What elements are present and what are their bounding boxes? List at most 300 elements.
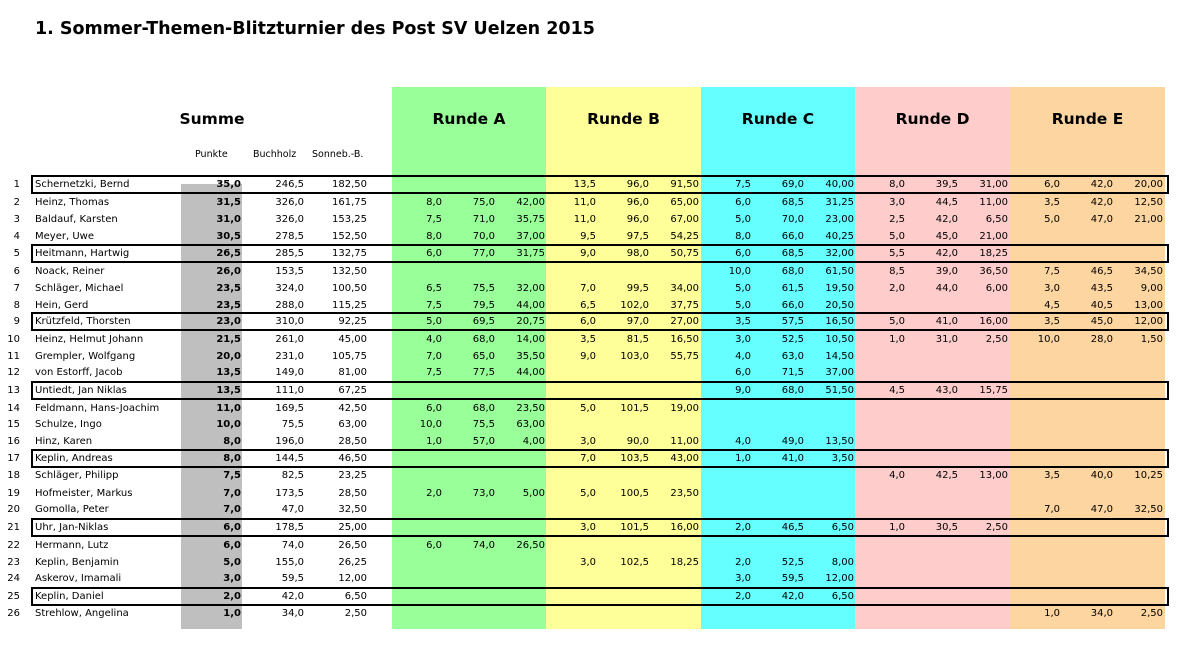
player-name: Schernetzki, Bernd bbox=[35, 179, 130, 190]
round-d-value: 5,5 bbox=[889, 248, 905, 259]
player-name: Noack, Reiner bbox=[35, 266, 105, 277]
round-c-value: 2,0 bbox=[735, 591, 751, 602]
round-e-value: 12,50 bbox=[1134, 197, 1163, 208]
round-c-value: 16,50 bbox=[825, 316, 854, 327]
round-d-value: 44,5 bbox=[935, 197, 958, 208]
rank-cell: 26 bbox=[7, 608, 20, 619]
buchholz-cell: 74,0 bbox=[281, 540, 304, 551]
buchholz-cell: 310,0 bbox=[275, 316, 304, 327]
rank-cell: 12 bbox=[7, 367, 20, 378]
round-a-value: 79,5 bbox=[472, 300, 495, 311]
punkte-header: Punkte bbox=[195, 149, 228, 160]
round-d-value: 2,50 bbox=[985, 334, 1008, 345]
round-d-value: 42,5 bbox=[935, 470, 958, 481]
round-a-value: 37,00 bbox=[516, 231, 545, 242]
round-e-value: 45,0 bbox=[1090, 316, 1113, 327]
round-c-value: 31,25 bbox=[825, 197, 854, 208]
player-name: Untiedt, Jan Niklas bbox=[35, 385, 127, 396]
buchholz-header: Buchholz bbox=[253, 149, 297, 160]
round-b-value: 54,25 bbox=[670, 231, 699, 242]
round-a-value: 57,0 bbox=[472, 436, 495, 447]
punkte-cell: 13,5 bbox=[216, 367, 241, 378]
round-c-value: 51,50 bbox=[825, 385, 854, 396]
round-d-value: 31,00 bbox=[979, 179, 1008, 190]
rank-cell: 19 bbox=[7, 488, 20, 499]
round-e-value: 20,00 bbox=[1134, 179, 1163, 190]
buchholz-cell: 155,0 bbox=[275, 557, 304, 568]
round-d-value: 42,0 bbox=[935, 248, 958, 259]
round-d-value: 2,5 bbox=[889, 214, 905, 225]
round-header-b: Runde B bbox=[587, 110, 660, 128]
punkte-cell: 3,0 bbox=[223, 573, 241, 584]
buchholz-cell: 326,0 bbox=[275, 197, 304, 208]
round-c-value: 68,0 bbox=[781, 385, 804, 396]
player-name: Meyer, Uwe bbox=[35, 231, 94, 242]
round-band-e bbox=[1010, 87, 1165, 629]
round-e-value: 40,0 bbox=[1090, 470, 1113, 481]
buchholz-cell: 153,5 bbox=[275, 266, 304, 277]
round-d-value: 2,0 bbox=[889, 283, 905, 294]
sonneb-cell: 12,00 bbox=[338, 573, 367, 584]
rank-cell: 21 bbox=[7, 522, 20, 533]
round-c-value: 3,0 bbox=[735, 573, 751, 584]
round-c-value: 52,5 bbox=[781, 334, 804, 345]
punkte-cell: 1,0 bbox=[223, 608, 241, 619]
round-a-value: 75,5 bbox=[472, 283, 495, 294]
player-name: Hofmeister, Markus bbox=[35, 488, 133, 499]
player-name: Heinz, Helmut Johann bbox=[35, 334, 144, 345]
buchholz-cell: 82,5 bbox=[281, 470, 304, 481]
punkte-cell: 23,0 bbox=[216, 316, 241, 327]
buchholz-cell: 261,0 bbox=[275, 334, 304, 345]
round-d-value: 8,5 bbox=[889, 266, 905, 277]
round-b-value: 16,00 bbox=[670, 522, 699, 533]
punkte-cell: 6,0 bbox=[223, 540, 241, 551]
punkte-cell: 21,5 bbox=[216, 334, 241, 345]
rank-cell: 17 bbox=[7, 453, 20, 464]
round-a-value: 6,5 bbox=[426, 283, 442, 294]
round-d-value: 6,50 bbox=[985, 214, 1008, 225]
sonneb-cell: 152,50 bbox=[332, 231, 367, 242]
round-b-value: 3,0 bbox=[580, 522, 596, 533]
punkte-cell: 7,5 bbox=[223, 470, 241, 481]
sonneb-header: Sonneb.-B. bbox=[312, 149, 364, 160]
round-a-value: 5,00 bbox=[522, 488, 545, 499]
round-c-value: 71,5 bbox=[781, 367, 804, 378]
round-e-value: 46,5 bbox=[1090, 266, 1113, 277]
round-a-value: 4,0 bbox=[426, 334, 442, 345]
round-c-value: 61,50 bbox=[825, 266, 854, 277]
rank-cell: 3 bbox=[13, 214, 20, 225]
round-b-value: 91,50 bbox=[670, 179, 699, 190]
buchholz-cell: 288,0 bbox=[275, 300, 304, 311]
round-c-value: 46,5 bbox=[781, 522, 804, 533]
round-b-value: 101,5 bbox=[620, 522, 649, 533]
round-b-value: 43,00 bbox=[670, 453, 699, 464]
round-e-value: 47,0 bbox=[1090, 214, 1113, 225]
round-a-value: 2,0 bbox=[426, 488, 442, 499]
round-c-value: 5,0 bbox=[735, 300, 751, 311]
round-b-value: 11,00 bbox=[670, 436, 699, 447]
round-b-value: 13,5 bbox=[573, 179, 596, 190]
round-band-d bbox=[855, 87, 1010, 629]
round-a-value: 32,00 bbox=[516, 283, 545, 294]
rank-cell: 18 bbox=[7, 470, 20, 481]
punkte-cell: 13,5 bbox=[216, 385, 241, 396]
round-b-value: 9,5 bbox=[580, 231, 596, 242]
punkte-cell: 23,5 bbox=[216, 283, 241, 294]
sonneb-cell: 2,50 bbox=[344, 608, 367, 619]
round-d-value: 2,50 bbox=[985, 522, 1008, 533]
round-b-value: 55,75 bbox=[670, 351, 699, 362]
sonneb-cell: 26,50 bbox=[338, 540, 367, 551]
round-c-value: 59,5 bbox=[781, 573, 804, 584]
round-b-value: 6,5 bbox=[580, 300, 596, 311]
round-c-value: 7,5 bbox=[735, 179, 751, 190]
buchholz-cell: 59,5 bbox=[281, 573, 304, 584]
player-name: Gomolla, Peter bbox=[35, 504, 109, 515]
round-e-value: 4,5 bbox=[1044, 300, 1060, 311]
sonneb-cell: 6,50 bbox=[344, 591, 367, 602]
round-a-value: 65,0 bbox=[472, 351, 495, 362]
round-e-value: 5,0 bbox=[1044, 214, 1060, 225]
round-header-d: Runde D bbox=[895, 110, 970, 128]
punkte-cell: 23,5 bbox=[216, 300, 241, 311]
round-c-value: 37,00 bbox=[825, 367, 854, 378]
punkte-cell: 31,0 bbox=[216, 214, 241, 225]
round-c-value: 40,00 bbox=[825, 179, 854, 190]
round-c-value: 49,0 bbox=[781, 436, 804, 447]
round-e-value: 6,0 bbox=[1044, 179, 1060, 190]
player-name: Heitmann, Hartwig bbox=[35, 248, 130, 259]
rank-cell: 23 bbox=[7, 557, 20, 568]
player-name: Keplin, Andreas bbox=[35, 453, 113, 464]
round-c-value: 10,0 bbox=[728, 266, 751, 277]
sonneb-cell: 32,50 bbox=[338, 504, 367, 515]
round-c-value: 66,0 bbox=[781, 231, 804, 242]
player-name: Hein, Gerd bbox=[35, 300, 89, 311]
summe-header: Summe bbox=[179, 110, 245, 128]
round-e-value: 7,0 bbox=[1044, 504, 1060, 515]
round-a-value: 35,50 bbox=[516, 351, 545, 362]
round-d-value: 1,0 bbox=[889, 522, 905, 533]
punkte-cell: 31,5 bbox=[216, 197, 241, 208]
rank-cell: 15 bbox=[7, 419, 20, 430]
rank-cell: 7 bbox=[13, 283, 20, 294]
round-a-value: 42,00 bbox=[516, 197, 545, 208]
round-c-value: 12,00 bbox=[825, 573, 854, 584]
round-e-value: 42,0 bbox=[1090, 179, 1113, 190]
punkte-cell: 7,0 bbox=[223, 488, 241, 499]
punkte-cell: 35,0 bbox=[216, 179, 241, 190]
sonneb-cell: 105,75 bbox=[332, 351, 367, 362]
buchholz-cell: 231,0 bbox=[275, 351, 304, 362]
round-e-value: 42,0 bbox=[1090, 197, 1113, 208]
round-c-value: 2,0 bbox=[735, 557, 751, 568]
buchholz-cell: 285,5 bbox=[275, 248, 304, 259]
round-a-value: 63,00 bbox=[516, 419, 545, 430]
round-c-value: 63,0 bbox=[781, 351, 804, 362]
round-e-value: 7,5 bbox=[1044, 266, 1060, 277]
punkte-cell: 7,0 bbox=[223, 504, 241, 515]
round-a-value: 71,0 bbox=[472, 214, 495, 225]
round-b-value: 100,5 bbox=[620, 488, 649, 499]
sonneb-cell: 28,50 bbox=[338, 488, 367, 499]
player-name: Hermann, Lutz bbox=[35, 540, 109, 551]
round-b-value: 7,0 bbox=[580, 283, 596, 294]
round-d-value: 5,0 bbox=[889, 316, 905, 327]
player-name: Hinz, Karen bbox=[35, 436, 93, 447]
round-b-value: 11,0 bbox=[573, 197, 596, 208]
round-c-value: 3,50 bbox=[831, 453, 854, 464]
round-d-value: 43,0 bbox=[935, 385, 958, 396]
round-e-value: 28,0 bbox=[1090, 334, 1113, 345]
sonneb-cell: 132,50 bbox=[332, 266, 367, 277]
round-b-value: 3,5 bbox=[580, 334, 596, 345]
buchholz-cell: 42,0 bbox=[281, 591, 304, 602]
round-a-value: 7,5 bbox=[426, 214, 442, 225]
player-name: Feldmann, Hans-Joachim bbox=[35, 403, 160, 414]
round-e-value: 3,5 bbox=[1044, 197, 1060, 208]
round-b-value: 3,0 bbox=[580, 436, 596, 447]
round-b-value: 5,0 bbox=[580, 403, 596, 414]
round-a-value: 6,0 bbox=[426, 403, 442, 414]
round-e-value: 10,25 bbox=[1134, 470, 1163, 481]
round-a-value: 4,00 bbox=[522, 436, 545, 447]
sonneb-cell: 132,75 bbox=[332, 248, 367, 259]
round-b-value: 65,00 bbox=[670, 197, 699, 208]
player-name: Keplin, Benjamin bbox=[35, 557, 119, 568]
round-d-value: 1,0 bbox=[889, 334, 905, 345]
round-b-value: 19,00 bbox=[670, 403, 699, 414]
buchholz-cell: 149,0 bbox=[275, 367, 304, 378]
round-b-value: 81,5 bbox=[626, 334, 649, 345]
round-e-value: 1,50 bbox=[1140, 334, 1163, 345]
buchholz-cell: 246,5 bbox=[275, 179, 304, 190]
round-c-value: 20,50 bbox=[825, 300, 854, 311]
round-d-value: 42,0 bbox=[935, 214, 958, 225]
rank-cell: 6 bbox=[13, 266, 20, 277]
round-b-value: 96,0 bbox=[626, 197, 649, 208]
round-e-value: 3,0 bbox=[1044, 283, 1060, 294]
punkte-cell: 2,0 bbox=[223, 591, 241, 602]
player-name: Schulze, Ingo bbox=[35, 419, 102, 430]
buchholz-cell: 169,5 bbox=[275, 403, 304, 414]
round-b-value: 5,0 bbox=[580, 488, 596, 499]
round-e-value: 12,00 bbox=[1134, 316, 1163, 327]
rank-cell: 1 bbox=[13, 179, 20, 190]
player-name: Grempler, Wolfgang bbox=[35, 351, 136, 362]
round-c-value: 4,0 bbox=[735, 436, 751, 447]
round-a-value: 68,0 bbox=[472, 403, 495, 414]
round-d-value: 15,75 bbox=[979, 385, 1008, 396]
round-a-value: 75,5 bbox=[472, 419, 495, 430]
round-c-value: 14,50 bbox=[825, 351, 854, 362]
round-c-value: 6,50 bbox=[831, 591, 854, 602]
round-e-value: 10,0 bbox=[1037, 334, 1060, 345]
round-c-value: 66,0 bbox=[781, 300, 804, 311]
round-c-value: 6,0 bbox=[735, 197, 751, 208]
round-d-value: 11,00 bbox=[979, 197, 1008, 208]
round-c-value: 6,0 bbox=[735, 248, 751, 259]
round-b-value: 96,0 bbox=[626, 214, 649, 225]
buchholz-cell: 111,0 bbox=[275, 385, 304, 396]
round-d-value: 8,0 bbox=[889, 179, 905, 190]
sonneb-cell: 26,25 bbox=[338, 557, 367, 568]
round-c-value: 10,50 bbox=[825, 334, 854, 345]
player-name: Keplin, Daniel bbox=[35, 591, 104, 602]
round-b-value: 9,0 bbox=[580, 351, 596, 362]
round-b-value: 98,0 bbox=[626, 248, 649, 259]
round-a-value: 44,00 bbox=[516, 300, 545, 311]
round-a-value: 6,0 bbox=[426, 248, 442, 259]
round-a-value: 74,0 bbox=[472, 540, 495, 551]
buchholz-cell: 196,0 bbox=[275, 436, 304, 447]
round-a-value: 7,5 bbox=[426, 300, 442, 311]
round-b-value: 23,50 bbox=[670, 488, 699, 499]
player-name: Uhr, Jan-Niklas bbox=[35, 522, 109, 533]
round-a-value: 7,5 bbox=[426, 367, 442, 378]
round-b-value: 97,0 bbox=[626, 316, 649, 327]
player-name: von Estorff, Jacob bbox=[35, 367, 123, 378]
round-a-value: 31,75 bbox=[516, 248, 545, 259]
round-c-value: 40,25 bbox=[825, 231, 854, 242]
rank-cell: 22 bbox=[7, 540, 20, 551]
sonneb-cell: 25,00 bbox=[338, 522, 367, 533]
round-e-value: 21,00 bbox=[1134, 214, 1163, 225]
round-b-value: 37,75 bbox=[670, 300, 699, 311]
rank-cell: 25 bbox=[7, 591, 20, 602]
sonneb-cell: 46,50 bbox=[338, 453, 367, 464]
punkte-cell: 26,0 bbox=[216, 266, 241, 277]
round-b-value: 101,5 bbox=[620, 403, 649, 414]
buchholz-cell: 326,0 bbox=[275, 214, 304, 225]
round-a-value: 6,0 bbox=[426, 540, 442, 551]
round-d-value: 44,0 bbox=[935, 283, 958, 294]
round-c-value: 3,0 bbox=[735, 334, 751, 345]
round-a-value: 1,0 bbox=[426, 436, 442, 447]
round-c-value: 6,50 bbox=[831, 522, 854, 533]
buchholz-cell: 178,5 bbox=[275, 522, 304, 533]
sonneb-cell: 182,50 bbox=[332, 179, 367, 190]
round-e-value: 9,00 bbox=[1140, 283, 1163, 294]
sonneb-cell: 115,25 bbox=[332, 300, 367, 311]
round-e-value: 34,50 bbox=[1134, 266, 1163, 277]
round-b-value: 6,0 bbox=[580, 316, 596, 327]
player-name: Schläger, Philipp bbox=[35, 470, 119, 481]
rank-cell: 5 bbox=[13, 248, 20, 259]
rank-cell: 2 bbox=[13, 197, 20, 208]
round-a-value: 77,5 bbox=[472, 367, 495, 378]
round-c-value: 68,5 bbox=[781, 248, 804, 259]
sonneb-cell: 81,00 bbox=[338, 367, 367, 378]
sonneb-cell: 153,25 bbox=[332, 214, 367, 225]
round-e-value: 34,0 bbox=[1090, 608, 1113, 619]
sonneb-cell: 28,50 bbox=[338, 436, 367, 447]
sonneb-cell: 42,50 bbox=[338, 403, 367, 414]
round-e-value: 43,5 bbox=[1090, 283, 1113, 294]
round-c-value: 8,00 bbox=[831, 557, 854, 568]
round-header-c: Runde C bbox=[741, 110, 815, 128]
round-e-value: 2,50 bbox=[1140, 608, 1163, 619]
round-header-e: Runde E bbox=[1051, 110, 1124, 128]
buchholz-cell: 278,5 bbox=[275, 231, 304, 242]
round-e-value: 3,5 bbox=[1044, 470, 1060, 481]
round-d-value: 5,0 bbox=[889, 231, 905, 242]
round-c-value: 42,0 bbox=[781, 591, 804, 602]
round-a-value: 10,0 bbox=[419, 419, 442, 430]
round-b-value: 3,0 bbox=[580, 557, 596, 568]
player-name: Schläger, Michael bbox=[35, 283, 124, 294]
round-a-value: 68,0 bbox=[472, 334, 495, 345]
buchholz-cell: 324,0 bbox=[275, 283, 304, 294]
round-a-value: 23,50 bbox=[516, 403, 545, 414]
round-a-value: 73,0 bbox=[472, 488, 495, 499]
round-e-value: 3,5 bbox=[1044, 316, 1060, 327]
round-d-value: 39,5 bbox=[935, 179, 958, 190]
rank-cell: 11 bbox=[7, 351, 20, 362]
rank-cell: 9 bbox=[13, 316, 20, 327]
round-c-value: 9,0 bbox=[735, 385, 751, 396]
sonneb-cell: 67,25 bbox=[338, 385, 367, 396]
round-b-value: 103,5 bbox=[620, 453, 649, 464]
punkte-cell: 5,0 bbox=[223, 557, 241, 568]
round-a-value: 69,5 bbox=[472, 316, 495, 327]
round-c-value: 23,00 bbox=[825, 214, 854, 225]
rank-cell: 8 bbox=[13, 300, 20, 311]
round-a-value: 75,0 bbox=[472, 197, 495, 208]
sonneb-cell: 92,25 bbox=[338, 316, 367, 327]
round-b-value: 102,0 bbox=[620, 300, 649, 311]
round-b-value: 27,00 bbox=[670, 316, 699, 327]
rank-cell: 14 bbox=[7, 403, 20, 414]
player-name: Strehlow, Angelina bbox=[35, 608, 129, 619]
sonneb-cell: 45,00 bbox=[338, 334, 367, 345]
round-d-value: 31,0 bbox=[935, 334, 958, 345]
punkte-cell: 8,0 bbox=[223, 453, 241, 464]
round-d-value: 13,00 bbox=[979, 470, 1008, 481]
round-c-value: 68,5 bbox=[781, 197, 804, 208]
round-d-value: 45,0 bbox=[935, 231, 958, 242]
round-a-value: 20,75 bbox=[516, 316, 545, 327]
punkte-cell: 10,0 bbox=[216, 419, 241, 430]
round-c-value: 8,0 bbox=[735, 231, 751, 242]
punkte-cell: 8,0 bbox=[223, 436, 241, 447]
round-c-value: 1,0 bbox=[735, 453, 751, 464]
player-name: Baldauf, Karsten bbox=[35, 214, 118, 225]
round-b-value: 96,0 bbox=[626, 179, 649, 190]
round-d-value: 30,5 bbox=[935, 522, 958, 533]
round-header-a: Runde A bbox=[432, 110, 506, 128]
buchholz-cell: 34,0 bbox=[281, 608, 304, 619]
round-c-value: 5,0 bbox=[735, 214, 751, 225]
punkte-cell: 26,5 bbox=[216, 248, 241, 259]
rank-cell: 20 bbox=[7, 504, 20, 515]
round-b-value: 67,00 bbox=[670, 214, 699, 225]
buchholz-cell: 144,5 bbox=[275, 453, 304, 464]
round-d-value: 39,0 bbox=[935, 266, 958, 277]
round-b-value: 11,0 bbox=[573, 214, 596, 225]
round-d-value: 3,0 bbox=[889, 197, 905, 208]
round-b-value: 7,0 bbox=[580, 453, 596, 464]
rank-cell: 24 bbox=[7, 573, 20, 584]
round-e-value: 32,50 bbox=[1134, 504, 1163, 515]
player-name: Krützfeld, Thorsten bbox=[35, 316, 131, 327]
round-d-value: 16,00 bbox=[979, 316, 1008, 327]
buchholz-cell: 75,5 bbox=[281, 419, 304, 430]
round-e-value: 13,00 bbox=[1134, 300, 1163, 311]
round-a-value: 35,75 bbox=[516, 214, 545, 225]
